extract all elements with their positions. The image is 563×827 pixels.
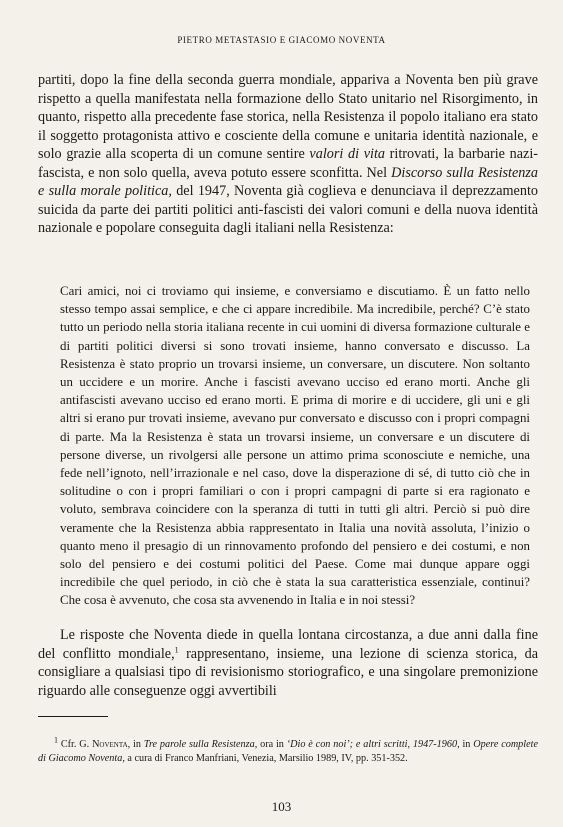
italic-title: Discorso sulla Resistenza e sulla morale politica,	[38, 164, 538, 199]
running-header: PIETRO METASTASIO E GIACOMO NOVENTA	[177, 35, 386, 45]
text-segment: , ora in	[254, 739, 287, 750]
footnote-author: Noventa	[92, 739, 128, 750]
text-segment: Cfr. G.	[58, 739, 93, 750]
footnote-reference: 1	[174, 644, 179, 654]
italic-phrase: valori di vita	[309, 146, 385, 162]
text-segment: ritrovati, la barbarie nazi-fascista, e non solo quella, aveva potuto essere sconfitta. Nel	[38, 146, 539, 181]
page-number: 103	[271, 799, 292, 814]
text-segment: partiti, dopo la fine della seconda guerra mondiale, appariva a Noventa ben più grave rispetto a quella manifestata nella formazione dello Stato unitario nel Risorgimento, in quanto, rispetto alla precedente fase storica, nella Resistenza il popolo italiano era stato il soggetto protagonista attivo e cosciente della comune e unitaria identità nazionale, e solo grazie alla scoperta di un comune sentire	[38, 72, 538, 162]
text-segment: Le risposte che Noventa diede in quella lontana circostanza, a due anni dalla fine del conflitto mondiale,	[38, 627, 538, 662]
text-segment: , a cura di Franco Manfriani, Venezia, Marsilio 1989, IV, pp. 351-352.	[122, 753, 408, 764]
footnote-number: 1	[54, 735, 58, 745]
footnote-1	[38, 735, 538, 766]
footnote-title: ‘Dio è con noi’; e altri scritti, 1947-1960	[286, 739, 458, 750]
footnote-title: Tre parole sulla Resistenza	[143, 739, 255, 750]
body-paragraph-2	[38, 626, 538, 700]
footnote-title: Opere complete di Giacomo Noventa	[38, 739, 538, 764]
footnote-divider	[38, 716, 108, 717]
text-segment: del 1947, Noventa già coglieva e denunciava il deprezzamento suicida da parte dei partiti politici anti-fascisti dei valori comuni e della nuova identità nazionale e popolare conseguita dagli italiani nella Resistenza:	[38, 183, 538, 236]
text-segment: rappresentano, insieme, una lezione di scienza storica, da consigliare a qualsiasi tipo di revisionismo storiografico, e una singolare premonizione riguardo alle conseguenze oggi avvertibili	[38, 645, 538, 699]
text-segment: , in	[457, 739, 474, 750]
body-paragraph-1	[38, 71, 538, 238]
text-segment: , in	[127, 739, 144, 750]
block-quotation: Cari amici, noi ci troviamo qui insieme, e conversiamo e discutiamo. È un fatto nello stesso tempo assai semplice, e che ci appare incredibile. Ma incredibile, perché? C’è stato tutto un periodo nella storia italiana recente in cui uomini di diversa formazione culturale e di partiti politici diversi si sono trovati insieme, hanno conversato e discusso. La Resistenza è stato proprio un trovarsi insieme, un conversare, un discutere. Non soltanto un uccidere e un morire. Anche i fascisti avevano ucciso ed erano morti. Anche gli antifascisti avevano ucciso ed erano morti. E prima di morire e di uccidere, gli uni e gli altri si erano pur trovati insieme, avevano pur conversato e discusso con i propri compagni di parte. Ma la Resistenza è stata un trovarsi insieme, un conversare e un discutere di persone diverse, un rivolgersi alle persone un attimo prima sconosciute e nemiche, una fede nell’ignoto, nell’irrazionale e nel caso, dove la disperazione di sé, di tutto ciò che in solitudine o con i propri familiari o con i propri campagni di parte si era ragionato e voluto, sembrava coincidere con la speranza di tutti in tutti gli altri. Perciò si può dire veramente che la Resistenza abbia rappresentato in Italia una novità assoluta, l’inizio o quanto meno il presagio di un rinnovamento profondo del pensiero e dei costumi, e non solo del pensiero e dei costumi politici del Paese. Come mai dunque appare oggi incredibile che quel periodo, in ciò che è stata la sua caratteristica essenziale, continui? Che cosa è avvenuto, che cosa sta avvenendo in Italia e in noi stessi?	[60, 284, 530, 608]
